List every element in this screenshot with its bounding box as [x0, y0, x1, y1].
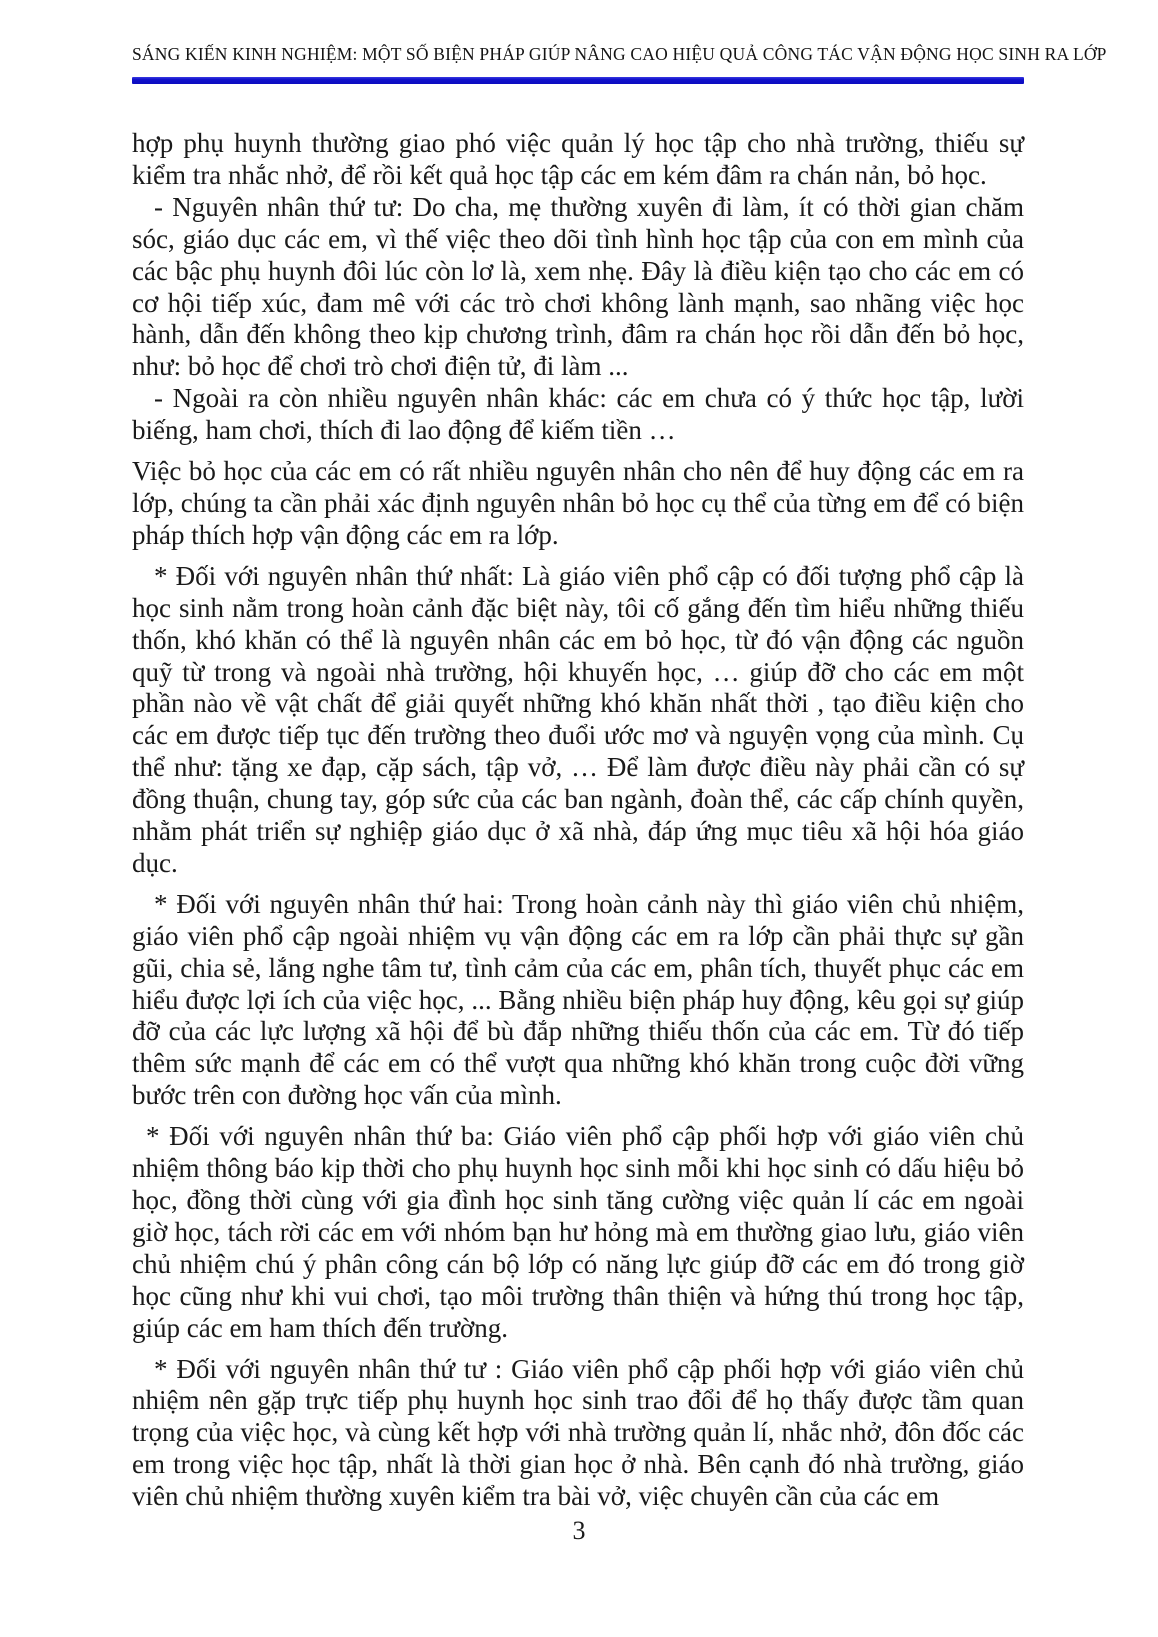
page-header	[132, 44, 1107, 84]
paragraph-other-causes: - Ngoài ra còn nhiều nguyên nhân khác: các em chưa có ý thức học tập, lười biếng, ham chơi, thích đi lao động để kiếm tiền …	[132, 383, 1024, 446]
page-number: 3	[572, 1516, 586, 1545]
paragraph-cause-four: - Nguyên nhân thứ tư: Do cha, mẹ thường xuyên đi làm, ít có thời gian chăm sóc, giáo dục các em, vì thế việc theo dõi tình hình học tập của con em mình của các bậc phụ huynh đôi lúc còn lơ là, xem nhẹ. Đây là điều kiện tạo cho các em có cơ hội tiếp xúc, đam mê với các trò chơi không lành mạnh, sao nhãng việc học hành, dẫn đến không theo kịp chương trình, đâm ra chán học rồi dẫn đến bỏ học, như: bỏ học để chơi trò chơi điện tử, đi làm ...	[132, 191, 1024, 382]
paragraph-solution-four: * Đối với nguyên nhân thứ tư : Giáo viên phổ cập phối hợp với giáo viên chủ nhiệm nên gặp trực tiếp phụ huynh học sinh trao đổi để họ thấy được tầm quan trọng của việc học, và cùng kết hợp với nhà trường quản lí, nhắc nhở, đôn đốc các em trong việc học tập, nhất là thời gian học ở nhà. Bên cạnh đó nhà trường, giáo viên chủ nhiệm thường xuyên kiểm tra bài vở, việc chuyên cần của các em	[132, 1353, 1024, 1512]
paragraph-solution-one: * Đối với nguyên nhân thứ nhất: Là giáo viên phổ cập có đối tượng phổ cập là học sinh nằm trong hoàn cảnh đặc biệt này, tôi cố gắng đến tìm hiểu những thiếu thốn, khó khăn có thể là nguyên nhân các em bỏ học, từ đó vận động các nguồn quỹ từ trong và ngoài nhà trường, hội khuyến học, … giúp đỡ cho các em một phần nào về vật chất để giải quyết những khó khăn nhất thời , tạo điều kiện cho các em được tiếp tục đến trường theo đuổi ước mơ và nguyện vọng của mình. Cụ thể như: tặng xe đạp, cặp sách, tập vở, … Để làm được điều này phải cần có sự đồng thuận, chung tay, góp sức của các ban ngành, đoàn thể, các cấp chính quyền, nhằm phát triển sự nghiệp giáo dục ở xã nhà, đáp ứng mục tiêu xã hội hóa giáo dục.	[132, 560, 1024, 878]
document-body	[132, 128, 1024, 1513]
paragraph-continuation: hợp phụ huynh thường giao phó việc quản lý học tập cho nhà trường, thiếu sự kiểm tra nhắc nhở, để rồi kết quả học tập các em kém đâm ra chán nản, bỏ học.	[132, 128, 1024, 190]
header-title: SÁNG KIẾN KINH NGHIỆM: MỘT SỐ BIỆN PHÁP GIÚP NÂNG CAO HIỆU QUẢ CÔNG TÁC VẬN ĐỘNG HỌC SINH RA LỚP	[132, 44, 1107, 64]
paragraph-solution-two: * Đối với nguyên nhân thứ hai: Trong hoàn cảnh này thì giáo viên chủ nhiệm, giáo viên phổ cập ngoài nhiệm vụ vận động các em ra lớp cần phải thực sự gần gũi, chia sẻ, lắng nghe tâm tư, tình cảm của các em, phân tích, thuyết phục các em hiểu được lợi ích của việc học, ... Bằng nhiều biện pháp huy động, kêu gọi sự giúp đỡ của các lực lượng xã hội để bù đắp những thiếu thốn của các em. Từ đó tiếp thêm sức mạnh để các em có thể vượt qua những khó khăn trong cuộc đời vững bước trên con đường học vấn của mình.	[132, 888, 1024, 1111]
paragraph-summary: Việc bỏ học của các em có rất nhiều nguyên nhân cho nên để huy động các em ra lớp, chúng ta cần phải xác định nguyên nhân bỏ học cụ thể của từng em để có biện pháp thích hợp vận động các em ra lớp.	[132, 456, 1024, 550]
page-footer	[0, 1516, 1158, 1546]
header-rule	[132, 77, 1024, 84]
paragraph-solution-three: * Đối với nguyên nhân thứ ba: Giáo viên phổ cập phối hợp với giáo viên chủ nhiệm thông báo kịp thời cho phụ huynh học sinh mỗi khi học sinh có dấu hiệu bỏ học, đồng thời cùng với gia đình học sinh tăng cường việc quản lí các em ngoài giờ học, tách rời các em với nhóm bạn hư hỏng mà em thường giao lưu, giáo viên chủ nhiệm chú ý phân công cán bộ lớp có năng lực giúp đỡ các em đó trong giờ học cũng như khi vui chơi, tạo môi trường thân thiện và hứng thú trong học tập, giúp các em ham thích đến trường.	[132, 1121, 1024, 1343]
